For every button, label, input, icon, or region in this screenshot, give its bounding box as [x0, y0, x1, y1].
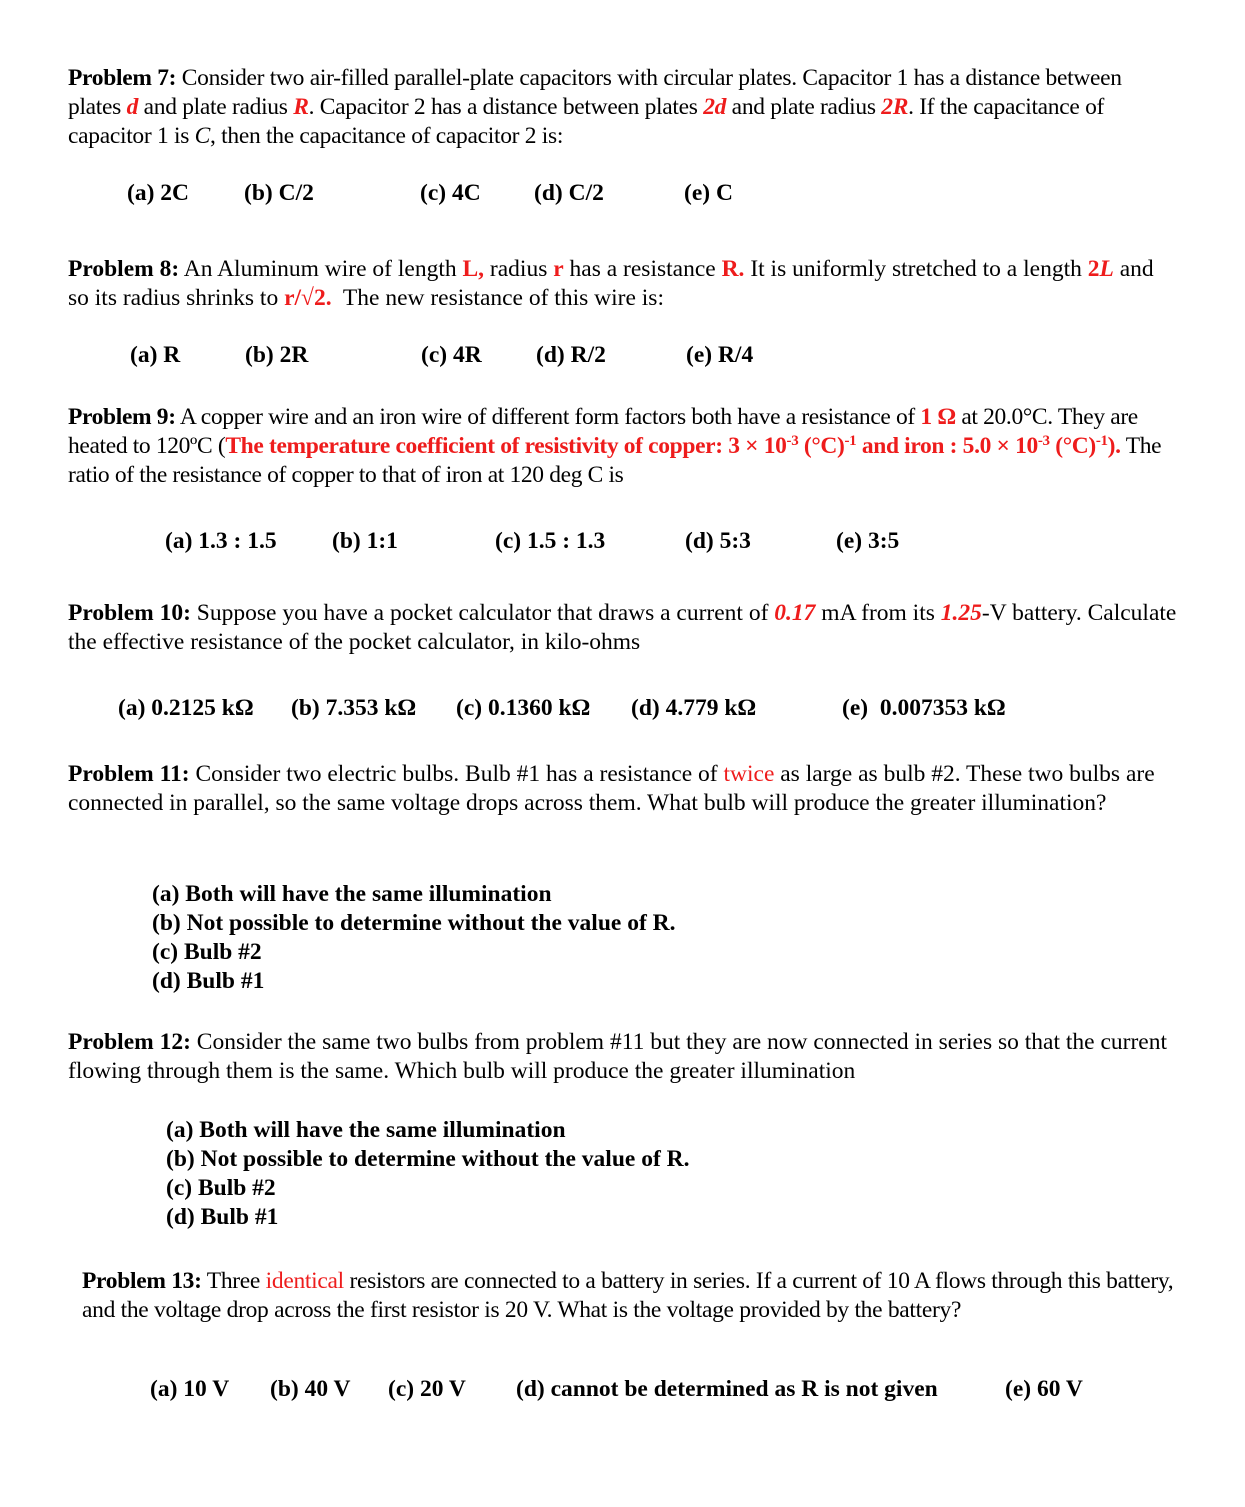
p7-text-5: . If the capacitance of capacitor 1 is	[68, 94, 1105, 149]
p8-r: r	[553, 256, 564, 282]
p12-option-b[interactable]: (b) Not possible to determine without the value of R.	[166, 1146, 690, 1172]
p10-voltage: 1.25	[940, 600, 982, 626]
p7-option-e[interactable]: (e) C	[684, 180, 733, 206]
p9-unit-1: (°C)	[798, 433, 845, 459]
p9-exp-1: -3	[786, 433, 799, 449]
p8-text-3: has a resistance	[563, 256, 722, 282]
p7-text-4: and plate radius	[726, 94, 882, 120]
p12-option-c[interactable]: (c) Bulb #2	[166, 1175, 276, 1201]
problem-13-text	[82, 1267, 1182, 1325]
p7-option-b[interactable]: (b) C/2	[244, 180, 314, 206]
problem-13-label: Problem 13:	[82, 1268, 202, 1294]
p10-text-1: Suppose you have a pocket calculator that draws a current of	[190, 600, 775, 626]
problem-10-text	[68, 599, 1178, 657]
p10-option-a[interactable]: (a) 0.2125 kΩ	[118, 695, 254, 721]
p11-option-c[interactable]: (c) Bulb #2	[152, 939, 262, 965]
p8-R: R.	[721, 256, 745, 282]
problem-7	[68, 64, 1178, 151]
p8-text-6: The new resistance of this wire is:	[331, 285, 664, 311]
p13-option-a[interactable]: (a) 10 V	[150, 1376, 230, 1402]
problem-9	[68, 403, 1178, 490]
p7-text-3: . Capacitor 2 has a distance between plates	[308, 94, 704, 120]
problem-10-label: Problem 10:	[68, 600, 191, 626]
p9-text-2: at 20.0°C. They are heated to 120ºC (	[68, 404, 1138, 459]
problem-11	[68, 760, 1178, 818]
p8-text-2: radius	[484, 256, 554, 282]
problem-12	[68, 1028, 1178, 1086]
p8-option-c[interactable]: (c) 4R	[421, 342, 482, 368]
p11-option-a[interactable]: (a) Both will have the same illumination	[152, 881, 552, 907]
p13-option-c[interactable]: (c) 20 V	[388, 1376, 466, 1402]
p7-option-d[interactable]: (d) C/2	[534, 180, 604, 206]
p10-option-d[interactable]: (d) 4.779 kΩ	[631, 695, 757, 721]
p10-option-e[interactable]: (e) 0.007353 kΩ	[842, 695, 1006, 721]
p13-text-2: resistors are connected to a battery in series. If a current of 10 A flows through this battery, and the voltage drop across the first resistor is 20 V. What is the voltage provided by the battery?	[82, 1268, 1174, 1323]
p13-text-1: Three	[201, 1268, 266, 1294]
problem-7-text	[68, 64, 1178, 151]
problem-12-text	[68, 1028, 1178, 1086]
p9-coef-copper: The temperature coefficient of resistivity of copper: 3 × 10	[225, 433, 787, 459]
p11-option-d[interactable]: (d) Bulb #1	[152, 968, 265, 994]
problem-12-options	[166, 1116, 690, 1232]
p7-text-6: , then the capacitance of capacitor 2 is:	[210, 123, 564, 149]
problem-11-label: Problem 11:	[68, 761, 190, 787]
problem-11-text	[68, 760, 1178, 818]
p10-text-3: -V battery. Calculate the effective resistance of the pocket calculator, in kilo-ohms	[68, 600, 1177, 655]
p9-option-a[interactable]: (a) 1.3 : 1.5	[165, 528, 277, 554]
p8-L: L,	[462, 256, 485, 282]
p12-option-d[interactable]: (d) Bulb #1	[166, 1204, 279, 1230]
p8-option-b[interactable]: (b) 2R	[245, 342, 309, 368]
p8-text-5: and so its radius shrinks to	[68, 256, 1154, 311]
problem-12-label: Problem 12:	[68, 1029, 191, 1055]
p8-2L-L: L	[1099, 256, 1114, 282]
problem-8-text	[68, 255, 1178, 313]
p10-text-2: mA from its	[815, 600, 941, 626]
p9-coef-iron: and iron : 5.0 × 10	[856, 433, 1038, 459]
p7-R: R	[293, 94, 309, 120]
p8-text-1: An Aluminum wire of length	[183, 256, 463, 282]
p7-2R: 2R	[881, 94, 909, 120]
problem-8-label: Problem 8:	[68, 256, 180, 282]
p9-option-b[interactable]: (b) 1:1	[332, 528, 398, 554]
p11-option-b[interactable]: (b) Not possible to determine without the value of R.	[152, 910, 676, 936]
p10-current: 0.17	[774, 600, 816, 626]
p8-option-a[interactable]: (a) R	[130, 342, 181, 368]
p13-option-b[interactable]: (b) 40 V	[270, 1376, 351, 1402]
p9-close: ).	[1107, 433, 1121, 459]
p7-2d: 2d	[703, 94, 727, 120]
p12-option-a[interactable]: (a) Both will have the same illumination	[166, 1117, 566, 1143]
p10-option-b[interactable]: (b) 7.353 kΩ	[291, 695, 417, 721]
p8-option-d[interactable]: (d) R/2	[536, 342, 606, 368]
p9-exp-1b: -1	[844, 433, 857, 449]
p9-exp-2: -3	[1037, 433, 1050, 449]
problem-8	[68, 255, 1178, 313]
p13-option-e[interactable]: (e) 60 V	[1005, 1376, 1083, 1402]
p7-text-1: Consider two air-filled parallel-plate capacitors with circular plates. Capacitor 1 has a distance between plates	[68, 65, 1122, 120]
problem-7-label: Problem 7:	[68, 65, 177, 91]
p10-option-c[interactable]: (c) 0.1360 kΩ	[456, 695, 591, 721]
p13-identical: identical	[265, 1268, 344, 1294]
p8-r-sqrt2: r/√2.	[284, 285, 332, 311]
problem-11-options	[152, 880, 676, 996]
p7-option-c[interactable]: (c) 4C	[420, 180, 481, 206]
p8-2L-2: 2	[1087, 256, 1100, 282]
p12-text-1: Consider the same two bulbs from problem #11 but they are now connected in series so that the current flowing through them is the same. Which bulb will produce the greater illumination	[68, 1029, 1168, 1084]
p9-unit-2: (°C)	[1049, 433, 1096, 459]
p9-option-e[interactable]: (e) 3:5	[836, 528, 900, 554]
p8-option-e[interactable]: (e) R/4	[686, 342, 754, 368]
p9-coefficients	[225, 433, 1120, 459]
p9-text-3: The ratio of the resistance of copper to that of iron at 120 deg C is	[68, 433, 1162, 488]
p11-text-1: Consider two electric bulbs. Bulb #1 has a resistance of	[189, 761, 724, 787]
p9-text-1: A copper wire and an iron wire of different form factors both have a resistance of	[179, 404, 921, 430]
p8-text-4: It is uniformly stretched to a length	[744, 256, 1088, 282]
p7-text-2: and plate radius	[138, 94, 294, 120]
problem-10	[68, 599, 1178, 657]
problem-9-label: Problem 9:	[68, 404, 176, 430]
p7-option-a[interactable]: (a) 2C	[127, 180, 189, 206]
p9-option-c[interactable]: (c) 1.5 : 1.3	[495, 528, 606, 554]
p11-twice: twice	[723, 761, 775, 787]
p7-d: d	[126, 94, 139, 120]
problem-13	[82, 1267, 1182, 1325]
p9-exp-2b: -1	[1095, 433, 1108, 449]
problem-9-text	[68, 403, 1178, 490]
p13-option-d[interactable]: (d) cannot be determined as R is not given	[516, 1376, 938, 1402]
p9-ohm: 1 Ω	[920, 404, 956, 430]
p11-text-2: as large as bulb #2. These two bulbs are connected in parallel, so the same voltage drops across them. What bulb will produce the greater illumination?	[68, 761, 1155, 816]
p9-option-d[interactable]: (d) 5:3	[685, 528, 751, 554]
p7-C: C	[194, 123, 211, 149]
